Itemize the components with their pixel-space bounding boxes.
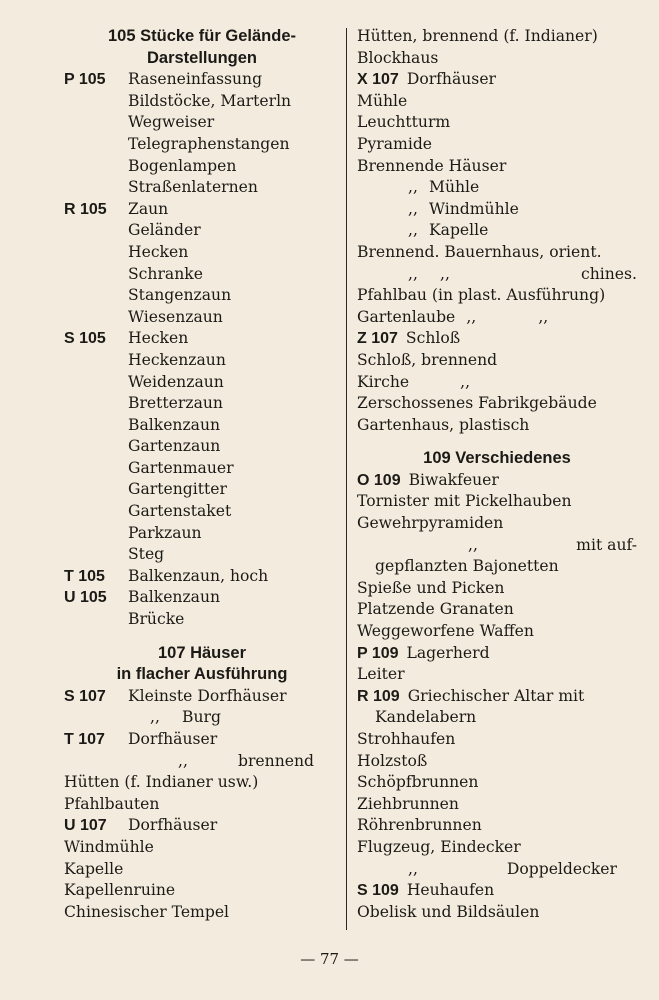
list-item: Kandelabern xyxy=(375,708,477,727)
list-item: ,, Kapelle xyxy=(357,220,637,242)
item-code: U 107 xyxy=(64,817,107,835)
ditto-mark: ,, xyxy=(440,264,450,283)
list-item: Platzende Granaten xyxy=(357,600,514,619)
group-s105 xyxy=(64,328,340,566)
ditto-mark: ,, xyxy=(408,221,418,240)
list-item: Parkzaun xyxy=(128,523,202,542)
list-item: Ziehbrunnen xyxy=(357,794,459,813)
item-code: P 105 xyxy=(64,71,106,89)
item-code: T 105 xyxy=(64,567,105,585)
list-item: Leuchtturm xyxy=(357,113,451,132)
list-item: Mühle xyxy=(357,91,408,110)
list-item: Holzstoß xyxy=(357,751,428,770)
list-item: Bildstöcke, Marterln xyxy=(128,91,292,110)
ditto-mark: ,, xyxy=(150,708,160,727)
list-item: ,, brennend xyxy=(64,751,340,773)
list-item: Gartenzaun xyxy=(128,437,221,456)
list-item: Steg xyxy=(128,545,165,564)
section-heading-105: 105 Stücke für Gelände- Darstellungen xyxy=(108,27,296,67)
list-item: Wiesenzaun xyxy=(128,307,223,326)
list-item: P 109 Lagerherd xyxy=(357,643,637,665)
item-code: S 109 xyxy=(357,882,399,900)
list-item: Obelisk und Bildsäulen xyxy=(357,902,540,921)
list-item: O 109 Biwakfeuer xyxy=(357,470,637,492)
section-heading-107: 107 Häuser in flacher Ausführung xyxy=(116,643,288,684)
page-number: — 77 — xyxy=(300,950,359,968)
list-item: ,, mit auf- xyxy=(357,535,637,557)
list-item: U 105 Balkenzaun xyxy=(64,587,340,609)
item-code: R 109 xyxy=(357,687,400,705)
item-code: P 109 xyxy=(357,644,399,662)
list-item: Hütten (f. Indianer usw.) xyxy=(64,773,259,792)
list-item: Wegweiser xyxy=(128,113,215,132)
list-item: Pfahlbau (in plast. Ausführung) xyxy=(357,286,606,305)
list-item: T 105 Balkenzaun, hoch xyxy=(64,566,340,588)
list-item: S 107 Kleinste Dorfhäuser xyxy=(64,686,340,708)
list-item: X 107 Dorfhäuser xyxy=(357,69,637,91)
list-item: Weidenzaun xyxy=(128,372,224,391)
list-item: Bretterzaun xyxy=(128,394,223,413)
list-item: Strohhaufen xyxy=(357,730,456,748)
ditto-mark: ,, xyxy=(408,264,418,283)
list-item: Spieße und Picken xyxy=(357,578,505,597)
list-item: Flugzeug, Eindecker xyxy=(357,837,521,856)
list-item: U 107 Dorfhäuser xyxy=(64,815,340,837)
list-item: Weggeworfene Waffen xyxy=(357,622,534,641)
list-item: Brücke xyxy=(128,610,185,629)
ditto-mark: ,, xyxy=(460,372,471,391)
list-item: S 109 Heuhaufen xyxy=(357,880,637,902)
list-item: Kirche ,, xyxy=(357,372,637,394)
list-item: Pfahlbauten xyxy=(64,794,160,813)
list-item: Zerschossenes Fabrikgebäude xyxy=(357,394,597,413)
list-item: Z 107 Schloß xyxy=(357,328,637,350)
item-code: S 107 xyxy=(64,687,106,705)
ditto-mark: ,, xyxy=(408,178,418,197)
list-item: ,, Windmühle xyxy=(357,199,637,221)
list-item: Gartenhaus, plastisch xyxy=(357,415,530,434)
group-r105 xyxy=(64,199,340,329)
list-item: Stangenzaun xyxy=(128,286,232,305)
ditto-mark: ,, xyxy=(408,859,418,878)
list-item: R 109 Griechischer Altar mit xyxy=(357,686,637,708)
list-item: gepflanzten Bajonetten xyxy=(375,557,559,576)
list-item: Straßenlaternen xyxy=(128,178,258,197)
right-column xyxy=(357,26,637,923)
list-item: Kapelle xyxy=(64,859,124,878)
list-item: T 107 Dorfhäuser xyxy=(64,729,340,751)
list-item: ,, Burg xyxy=(64,707,340,729)
list-item: Leiter xyxy=(357,665,405,684)
list-item: Gartenmauer xyxy=(128,458,234,477)
list-item: Schranke xyxy=(128,264,203,283)
list-item: Heckenzaun xyxy=(128,350,226,369)
ditto-mark: ,, xyxy=(466,307,477,326)
list-item: P 105 Raseneinfassung xyxy=(64,69,340,91)
list-item: Brennend. Bauernhaus, orient. xyxy=(357,242,602,261)
list-item: S 105 Hecken xyxy=(64,328,340,350)
list-item: Pyramide xyxy=(357,134,433,153)
item-code: O 109 xyxy=(357,471,401,489)
left-column xyxy=(64,26,340,923)
ditto-mark: ,, xyxy=(538,307,549,326)
list-item: Blockhaus xyxy=(357,48,439,67)
ditto-mark: ,, xyxy=(408,199,418,218)
list-item: Telegraphenstangen xyxy=(128,134,290,153)
list-item: Gewehrpyramiden xyxy=(357,514,504,533)
list-item: Hütten, brennend (f. Indianer) xyxy=(357,27,598,45)
list-item: Bogenlampen xyxy=(128,156,237,175)
list-item: ,, Doppeldecker xyxy=(357,859,637,881)
list-item: Röhrenbrunnen xyxy=(357,816,482,835)
list-item: Schöpfbrunnen xyxy=(357,773,479,792)
section-heading-109: 109 Verschiedenes xyxy=(423,449,571,468)
list-item: Gartengitter xyxy=(128,480,227,499)
item-code: X 107 xyxy=(357,71,399,89)
column-divider xyxy=(346,28,347,930)
item-code: U 105 xyxy=(64,589,107,607)
ditto-mark: ,, xyxy=(178,751,188,770)
list-item: Windmühle xyxy=(64,837,154,856)
ditto-mark: ,, xyxy=(468,535,478,554)
list-item: Kapellenruine xyxy=(64,881,176,900)
item-code: Z 107 xyxy=(357,330,398,348)
list-item: Schloß, brennend xyxy=(357,350,498,369)
item-code: S 105 xyxy=(64,330,106,348)
list-item: Tornister mit Pickelhauben xyxy=(357,492,572,511)
list-item: Gartenlaube ,, ,, xyxy=(357,307,637,329)
list-item: Chinesischer Tempel xyxy=(64,902,230,921)
list-item: Hecken xyxy=(128,242,189,261)
item-code: T 107 xyxy=(64,731,105,748)
list-item: Brennende Häuser xyxy=(357,156,507,175)
group-p105 xyxy=(64,69,340,199)
list-item: Gartenstaket xyxy=(128,502,232,521)
list-item: Balkenzaun xyxy=(128,415,221,434)
list-item: Geländer xyxy=(128,221,201,240)
list-item: R 105 Zaun xyxy=(64,199,340,221)
item-code: R 105 xyxy=(64,200,107,218)
list-item: ,, Mühle xyxy=(357,177,637,199)
list-item: ,, ,, chines. xyxy=(357,264,637,286)
